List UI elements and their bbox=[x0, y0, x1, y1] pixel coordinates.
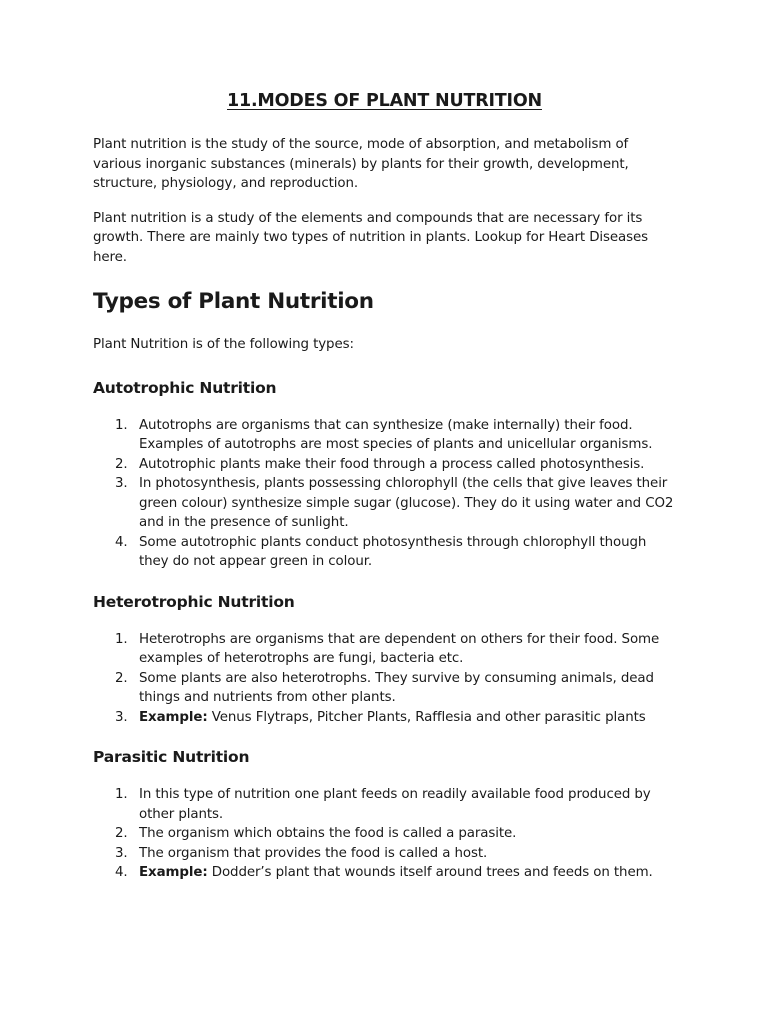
list-item bbox=[93, 824, 676, 844]
example-label: Example: bbox=[139, 865, 208, 880]
list-item-text: Some plants are also heterotrophs. They survive by consuming animals, dead things and nutrients from other plants. bbox=[139, 670, 654, 705]
list-item-text: The organism which obtains the food is called a parasite. bbox=[139, 826, 517, 841]
list-number: 3. bbox=[115, 845, 128, 861]
subsection-heading-parasitic: Parasitic Nutrition bbox=[93, 748, 250, 766]
example-label: Example: bbox=[139, 709, 208, 725]
intro-paragraph: Plant nutrition is a study of the elements and compounds that are necessary for its growth. There are mainly two types of nutrition in plants. Lookup for Heart Diseases here. bbox=[93, 210, 649, 265]
list-item-text: Heterotrophs are organisms that are dependent on others for their food. Some examples of heterotrophs are fungi, bacteria etc. bbox=[139, 631, 660, 666]
list-item-text: Venus Flytraps, Pitcher Plants, Rafflesia and other parasitic plants bbox=[207, 709, 646, 725]
heterotrophic-list bbox=[93, 630, 676, 728]
list-item-text: Some autotrophic plants conduct photosynthesis through chlorophyll though they do not appear green in colour. bbox=[139, 534, 647, 569]
list-number: 2. bbox=[115, 670, 128, 686]
list-number: 2. bbox=[115, 826, 128, 841]
autotrophic-list bbox=[93, 416, 676, 572]
list-item bbox=[93, 863, 676, 883]
list-item bbox=[93, 669, 676, 708]
subsection-heading-heterotrophic: Heterotrophic Nutrition bbox=[93, 592, 295, 611]
subsection-heading-autotrophic: Autotrophic Nutrition bbox=[93, 378, 277, 397]
list-item-text: Autotrophic plants make their food through a process called photosynthesis. bbox=[139, 456, 645, 472]
list-number: 4. bbox=[115, 865, 128, 880]
parasitic-list bbox=[93, 785, 676, 883]
list-item-text: In this type of nutrition one plant feeds on readily available food produced by other plants. bbox=[139, 787, 651, 822]
list-item bbox=[93, 474, 676, 533]
list-number: 1. bbox=[115, 631, 128, 647]
list-item-text: The organism that provides the food is called a host. bbox=[139, 845, 488, 861]
list-number: 4. bbox=[115, 534, 128, 550]
list-item bbox=[93, 844, 676, 864]
list-item bbox=[93, 455, 676, 475]
document-title: 11.MODES OF PLANT NUTRITION bbox=[227, 91, 542, 111]
list-number: 3. bbox=[115, 476, 128, 491]
section-intro: Plant Nutrition is of the following types: bbox=[93, 337, 354, 352]
intro-paragraph: Plant nutrition is the study of the source, mode of absorption, and metabolism of various inorganic substances (minerals) by plants for their growth, development, structure, physiology, and reproduction. bbox=[93, 137, 629, 191]
list-item bbox=[93, 708, 676, 728]
list-item-text: In photosynthesis, plants possessing chlorophyll (the cells that give leaves their green colour) synthesize simple sugar (glucose). They do it using water and CO2 and in the presence of sunlight. bbox=[139, 476, 674, 530]
list-item-text: Dodder’s plant that wounds itself around trees and feeds on them. bbox=[207, 865, 653, 880]
list-item bbox=[93, 416, 676, 455]
list-item bbox=[93, 533, 676, 572]
section-heading: Types of Plant Nutrition bbox=[93, 289, 374, 314]
list-item bbox=[93, 630, 676, 669]
list-number: 2. bbox=[115, 456, 128, 472]
list-item-text: Autotrophs are organisms that can synthesize (make internally) their food. Examples of autotrophs are most species of plants and unicellular organisms. bbox=[139, 417, 653, 452]
list-number: 1. bbox=[115, 417, 128, 433]
list-item bbox=[93, 785, 676, 824]
list-number: 3. bbox=[115, 709, 128, 725]
list-number: 1. bbox=[115, 787, 128, 802]
